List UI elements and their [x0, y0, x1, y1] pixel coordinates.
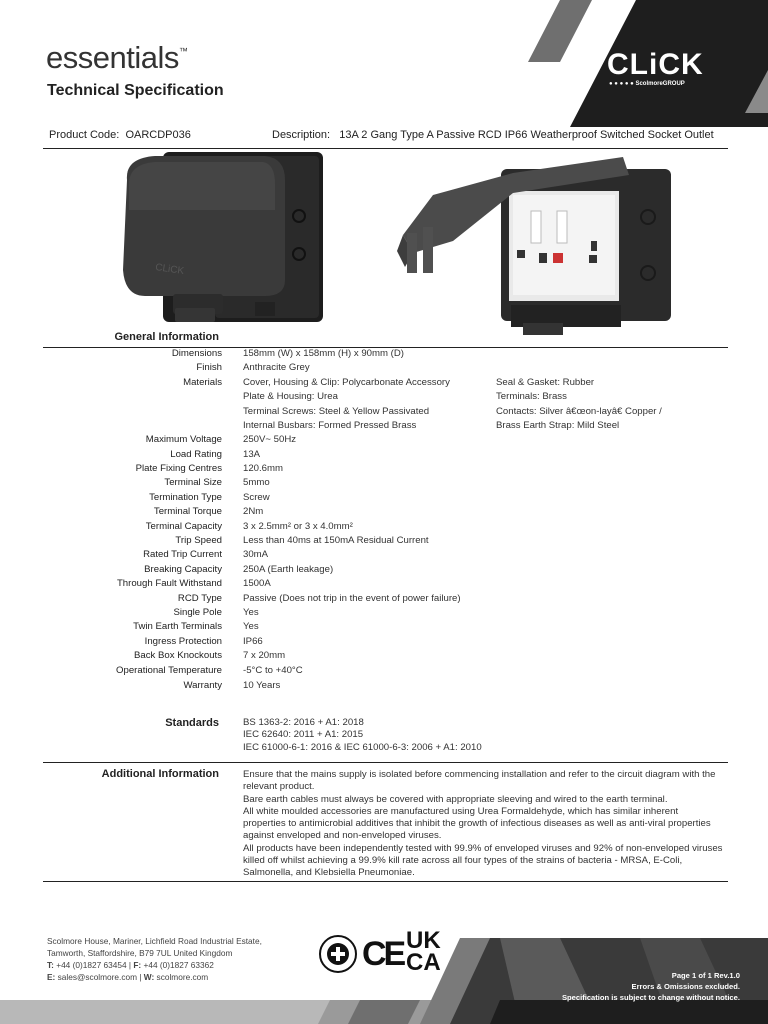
- spec-label: Plate Fixing Centres: [135, 463, 222, 474]
- spec-label: Dimensions: [171, 348, 222, 359]
- ukca-mark-icon: UK CA: [406, 927, 441, 976]
- spec-row: [0, 578, 768, 592]
- spec-label: Breaking Capacity: [144, 564, 222, 575]
- material-item: Contacts: Silver â€œon-layâ€ Copper /: [496, 406, 662, 417]
- spec-value: 1500A: [243, 578, 271, 589]
- spec-label: Ingress Protection: [144, 636, 222, 647]
- spec-row: [0, 636, 768, 650]
- spec-label: Operational Temperature: [116, 665, 222, 676]
- spec-row: [0, 521, 768, 535]
- spec-value: IP66: [243, 636, 263, 647]
- spec-value: 30mA: [243, 549, 269, 560]
- spec-row: [0, 463, 768, 477]
- spec-label: Terminal Capacity: [145, 521, 222, 532]
- spec-label: Twin Earth Terminals: [133, 621, 222, 632]
- spec-label: Materials: [183, 377, 222, 388]
- material-item: Terminal Screws: Steel & Yellow Passivated: [243, 406, 430, 417]
- spec-label: Trip Speed: [175, 535, 222, 546]
- spec-value: 7 x 20mm: [243, 650, 286, 661]
- spec-row: [0, 564, 768, 578]
- spec-row-dimensions: [0, 348, 768, 362]
- spec-row: [0, 607, 768, 621]
- spec-label: Maximum Voltage: [145, 434, 222, 445]
- certification-seal-icon: [318, 934, 358, 974]
- spec-row: [0, 593, 768, 607]
- spec-row: [0, 665, 768, 679]
- spec-label: Back Box Knockouts: [134, 650, 222, 661]
- standard-item: IEC 62640: 2011 + A1: 2015: [243, 729, 364, 740]
- material-item: Internal Busbars: Formed Pressed Brass: [243, 420, 417, 431]
- spec-value: Anthracite Grey: [243, 362, 310, 373]
- brand-name: essentials™: [46, 40, 188, 75]
- spec-value: 3 x 2.5mm² or 3 x 4.0mm²: [243, 521, 353, 532]
- standard-item: IEC 61000-6-1: 2016 & IEC 61000-6-3: 2006 + A1: 2010: [243, 742, 482, 753]
- spec-label: Warranty: [183, 680, 222, 691]
- general-information-heading: General Information: [114, 331, 219, 343]
- spec-value: Yes: [243, 607, 259, 618]
- svg-text:CLiCK: CLiCK: [154, 262, 185, 277]
- standards-heading: Standards: [165, 717, 219, 729]
- product-code: Product Code: OARCDP036: [49, 129, 191, 141]
- spec-label: Load Rating: [170, 449, 222, 460]
- spec-value: 5mmo: [243, 477, 270, 488]
- footer-notes: Page 1 of 1 Rev.1.0 Errors & Omissions excluded. Specification is subject to change without notice.: [561, 971, 740, 1002]
- spec-row: [0, 434, 768, 448]
- spec-label: Rated Trip Current: [143, 549, 222, 560]
- spec-label: Finish: [196, 362, 222, 373]
- spec-value: Passive (Does not trip in the event of power failure): [243, 593, 461, 604]
- additional-information-heading: Additional Information: [101, 768, 219, 780]
- spec-label: Terminal Size: [164, 477, 222, 488]
- spec-row-finish: [0, 362, 768, 376]
- spec-label: Termination Type: [149, 492, 222, 503]
- product-image-closed: [115, 150, 330, 330]
- paragraph: All white moulded accessories are manufactured using Urea Formaldehyde, which has similar inherent properties to antimicrobial additives that inhibit the growth of infectious diseases as well as anti-viral properties against enveloped and non-enveloped viruses.: [243, 805, 711, 842]
- spec-value: -5°C to +40°C: [243, 665, 303, 676]
- spec-row: [0, 621, 768, 635]
- spec-row: [0, 549, 768, 563]
- click-logo: CLiCK: [607, 48, 704, 81]
- spec-row: [0, 449, 768, 463]
- material-item: Plate & Housing: Urea: [243, 391, 338, 402]
- spec-label: Through Fault Withstand: [116, 578, 222, 589]
- scolmore-group-logo: ● ● ● ● ● ScolmoreGROUP: [609, 81, 685, 87]
- spec-value: Screw: [243, 492, 270, 503]
- header-stripe-grey: [528, 0, 592, 62]
- spec-row: [0, 535, 768, 549]
- paragraph: Ensure that the mains supply is isolated before commencing installation and refer to the circuit diagram with the relevant product.: [243, 769, 716, 793]
- spec-label: Terminal Torque: [153, 506, 222, 517]
- material-item: Brass Earth Strap: Mild Steel: [496, 420, 620, 431]
- paragraph: All products have been independently tested with 99.9% of enveloped viruses and 92% of non-enveloped viruses killed off whilst achieving a 99.9% kill rate across all four types of the strains of bacteria - MRSA, E-Coli, Salmonella, and Klebsiella Pneumoniae.: [243, 842, 723, 879]
- ce-mark-icon: CE: [362, 935, 404, 973]
- spec-row: [0, 492, 768, 506]
- spec-row: [0, 650, 768, 664]
- material-item: Cover, Housing & Clip: Polycarbonate Accessory: [243, 377, 450, 388]
- product-description: Description: 13A 2 Gang Type A Passive RCD IP66 Weatherproof Switched Socket Outlet: [272, 129, 714, 141]
- material-item: Terminals: Brass: [496, 391, 567, 402]
- spec-value: 10 Years: [243, 680, 281, 691]
- spec-value: Yes: [243, 621, 259, 632]
- divider: [43, 762, 728, 763]
- additional-information-text: [243, 769, 723, 880]
- spec-label: Single Pole: [173, 607, 222, 618]
- material-item: Seal & Gasket: Rubber: [496, 377, 595, 388]
- spec-row: [0, 506, 768, 520]
- spec-row: [0, 477, 768, 491]
- spec-value: 158mm (W) x 158mm (H) x 90mm (D): [243, 348, 404, 359]
- spec-label: RCD Type: [177, 593, 222, 604]
- page-title: Technical Specification: [47, 82, 224, 99]
- product-image-open: [393, 155, 673, 345]
- spec-row: [0, 680, 768, 694]
- spec-value: 250A (Earth leakage): [243, 564, 334, 575]
- spec-value: 2Nm: [243, 506, 264, 517]
- spec-value: 13A: [243, 449, 261, 460]
- spec-value: Less than 40ms at 150mA Residual Current: [243, 535, 429, 546]
- spec-value: 250V~ 50Hz: [243, 434, 297, 445]
- company-address: Scolmore House, Mariner, Lichfield Road Industrial Estate, Tamworth, Staffordshire, B79 7UL United Kingdom T: +44 (0)1827 63454 | F: +44 (0)1827 63362 E: sales@scolmore.com | W: scolmore.com: [47, 936, 262, 982]
- paragraph: Bare earth cables must always be covered with appropriate sleeving and wired to the earth terminal.: [243, 793, 668, 805]
- divider: [43, 881, 728, 882]
- spec-value: 120.6mm: [243, 463, 283, 474]
- divider: [43, 148, 728, 149]
- standard-item: BS 1363-2: 2016 + A1: 2018: [243, 717, 364, 728]
